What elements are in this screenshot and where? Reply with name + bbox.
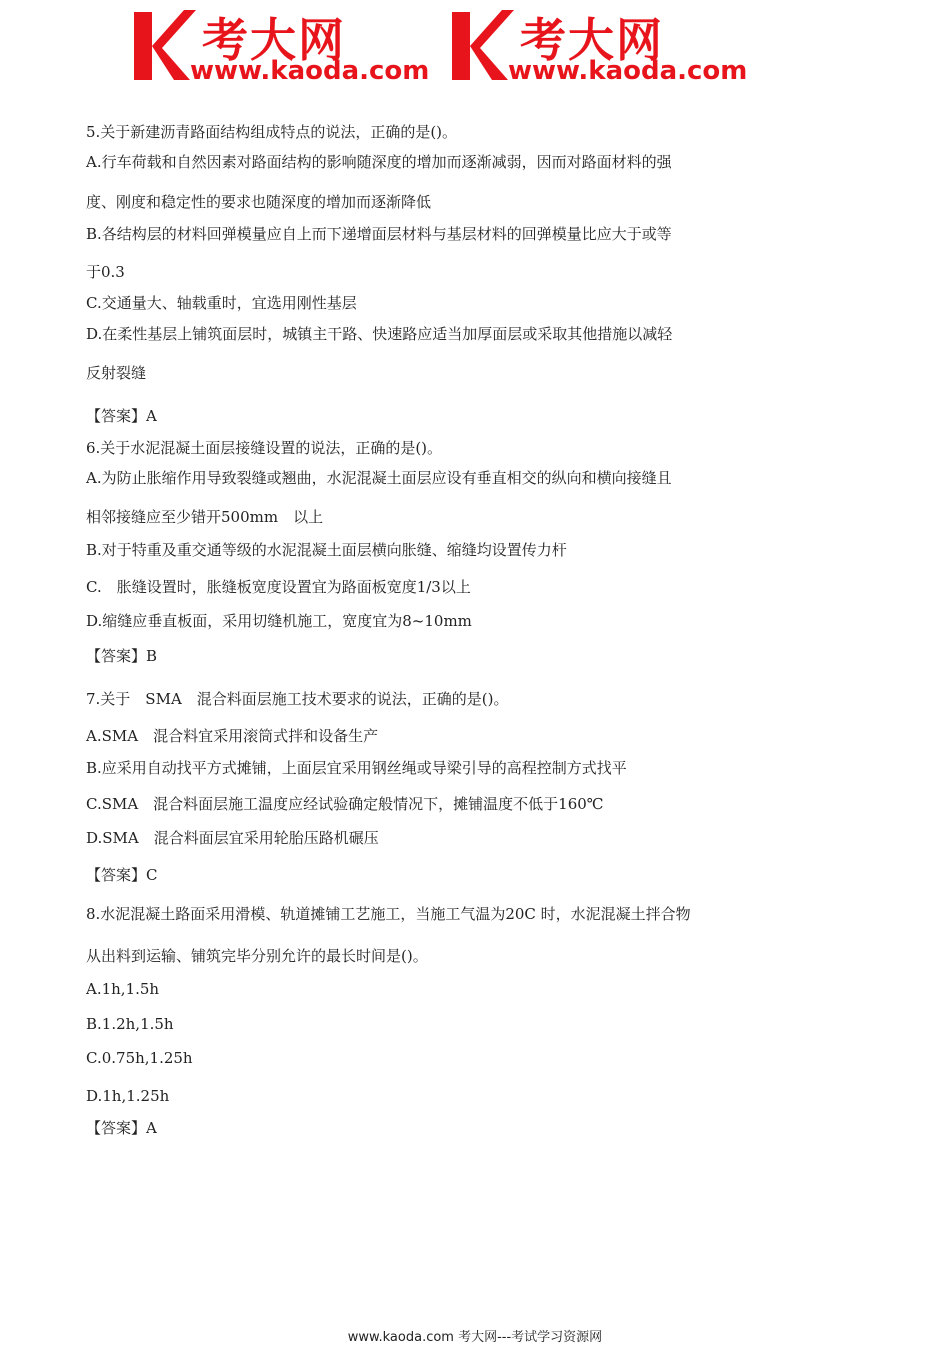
question-6-stem: 6.关于水泥混凝土面层接缝设置的说法，正确的是()。 <box>86 439 443 457</box>
question-6-option-d: D.缩缝应垂直板面，采用切缝机施工，宽度宜为8~10mm <box>86 612 472 630</box>
question-8-stem: 8.水泥混凝土路面采用滑模、轨道摊铺工艺施工，当施工气温为20C 时，水泥混凝土拌合物 <box>86 905 691 923</box>
question-6-option-a-cont: 相邻接缝应至少错开500mm 以上 <box>86 508 324 526</box>
logo-text: 考大网 <box>202 13 346 67</box>
question-6-option-b: B.对于特重及重交通等级的水泥混凝土面层横向胀缝、缩缝均设置传力杆 <box>86 541 567 559</box>
question-5-option-b-cont: 于0.3 <box>86 263 125 281</box>
question-7-option-b: B.应采用自动找平方式摊铺，上面层宜采用钢丝绳或导梁引导的高程控制方式找平 <box>86 759 627 777</box>
site-header <box>132 6 772 90</box>
footer-url[interactable]: www.kaoda.com <box>347 1330 454 1345</box>
question-5-option-a-cont: 度、刚度和稳定性的要求也随深度的增加而逐渐降低 <box>86 193 432 211</box>
question-7-option-c: C.SMA 混合料面层施工温度应经试验确定般情况下，摊铺温度不低于160℃ <box>86 795 604 813</box>
logo-url: www.kaoda.com <box>508 56 748 86</box>
question-7-answer: 【答案】C <box>86 866 158 884</box>
question-5-option-b: B.各结构层的材料回弹模量应自上而下递增面层材料与基层材料的回弹模量比应大于或等 <box>86 225 672 243</box>
k-logo-icon <box>450 6 514 84</box>
question-8-option-c: C.0.75h,1.25h <box>86 1049 193 1067</box>
footer-text: 考大网---考试学习资源网 <box>453 1330 603 1345</box>
question-6-answer: 【答案】B <box>86 647 158 665</box>
question-7-option-d: D.SMA 混合料面层宜采用轮胎压路机碾压 <box>86 829 379 847</box>
question-5-option-c: C.交通量大、轴载重时，宜选用刚性基层 <box>86 294 357 312</box>
kaoda-logo[interactable] <box>450 6 770 90</box>
k-logo-icon <box>132 6 196 84</box>
question-8-option-a: A.1h,1.5h <box>86 980 160 998</box>
question-5-option-d: D.在柔性基层上铺筑面层时，城镇主干路、快速路应适当加厚面层或采取其他措施以减轻 <box>86 325 673 343</box>
question-7-option-a: A.SMA 混合料宜采用滚筒式拌和设备生产 <box>86 727 379 745</box>
question-8-option-d: D.1h,1.25h <box>86 1087 170 1105</box>
question-8-answer: 【答案】A <box>86 1119 157 1137</box>
question-5-answer: 【答案】A <box>86 407 157 425</box>
page-footer <box>0 1326 950 1345</box>
logo-text: 考大网 <box>520 13 664 67</box>
question-6-option-a: A.为防止胀缩作用导致裂缝或翘曲，水泥混凝土面层应设有垂直相交的纵向和横向接缝且 <box>86 469 672 487</box>
question-8-stem-cont: 从出料到运输、铺筑完毕分别允许的最长时间是()。 <box>86 947 428 965</box>
question-5-stem: 5.关于新建沥青路面结构组成特点的说法，正确的是()。 <box>86 123 458 141</box>
kaoda-logo[interactable] <box>132 6 452 90</box>
question-7-stem: 7.关于 SMA 混合料面层施工技术要求的说法，正确的是()。 <box>86 690 509 708</box>
logo-url: www.kaoda.com <box>190 56 430 86</box>
question-8-option-b: B.1.2h,1.5h <box>86 1015 174 1033</box>
question-6-option-c: C. 胀缝设置时，胀缝板宽度设置宜为路面板宽度1/3以上 <box>86 578 471 596</box>
question-5-option-a: A.行车荷载和自然因素对路面结构的影响随深度的增加而逐渐减弱，因而对路面材料的强 <box>86 153 672 171</box>
question-5-option-d-cont: 反射裂缝 <box>86 364 147 382</box>
